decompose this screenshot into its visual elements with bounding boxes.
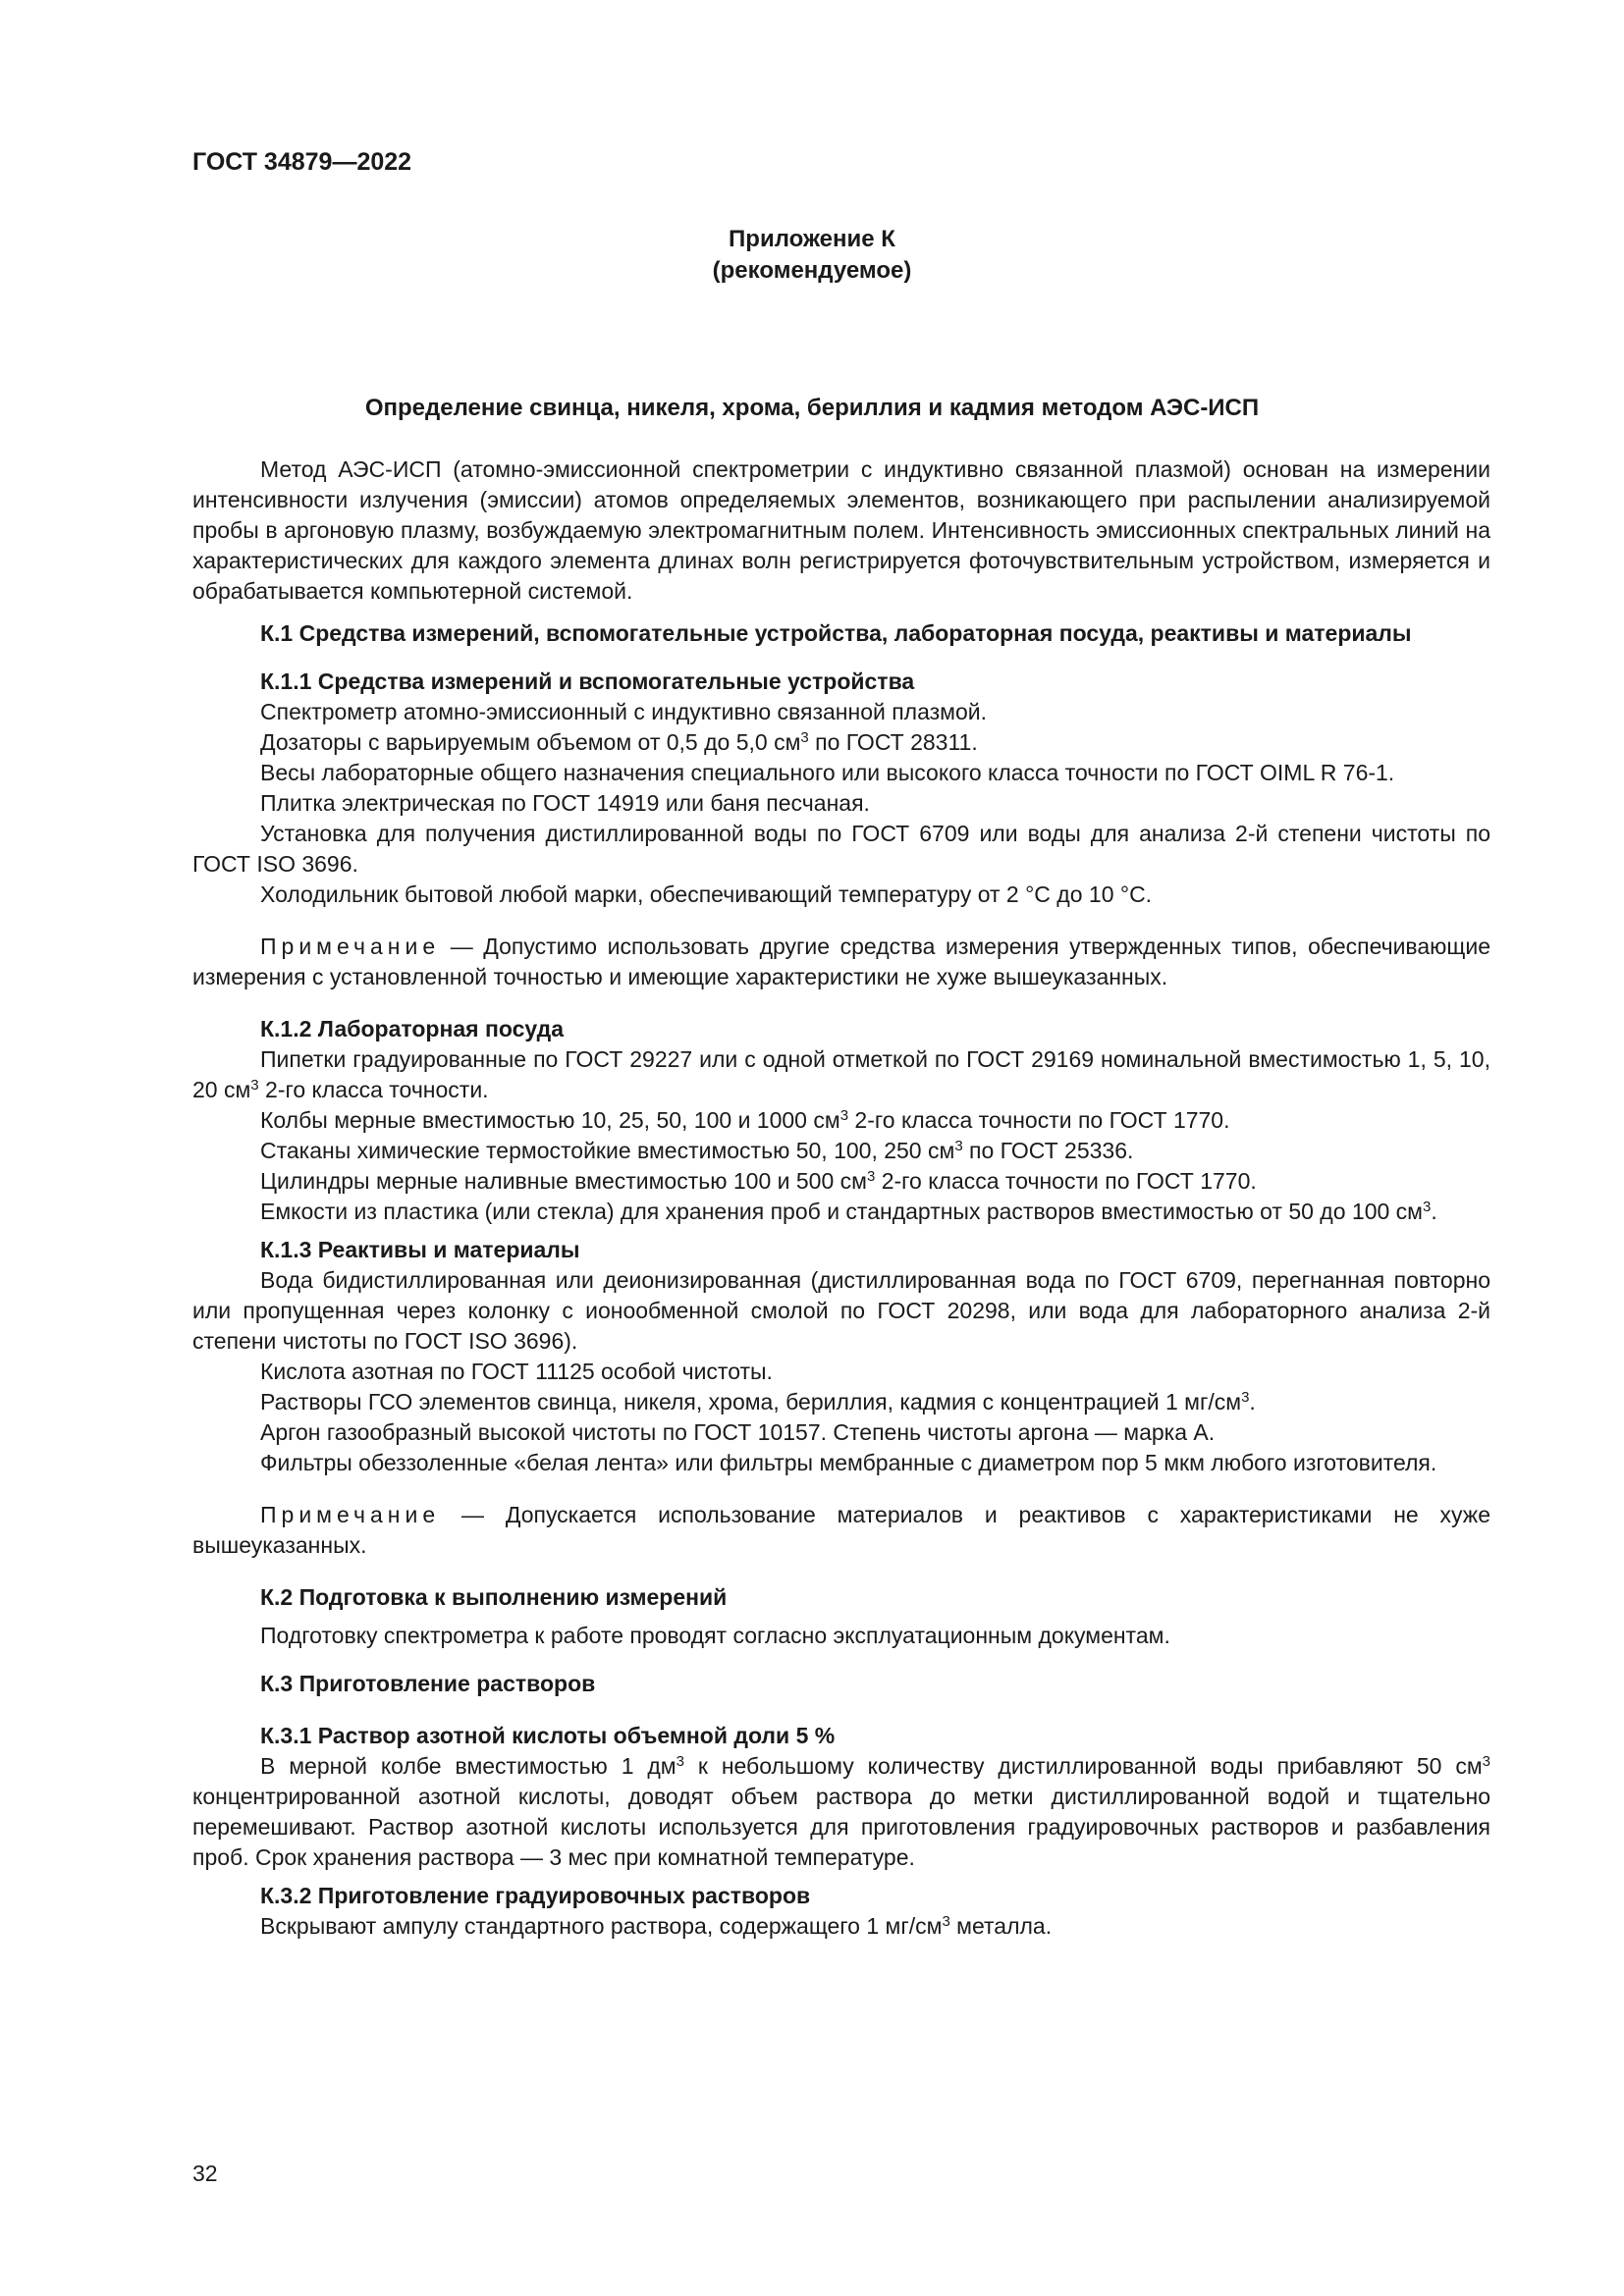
k13-item-filters: Фильтры обеззоленные «белая лента» или фильтры мембранные с диаметром пор 5 мкм любого изготовителя. [260, 1450, 1437, 1475]
section-k1-heading: К.1 Средства измерений, вспомогательные устройства, лабораторная посуда, реактивы и материалы [260, 620, 1412, 646]
appendix-title: Приложение К [729, 226, 895, 252]
k11-item-distiller: Установка для получения дистиллированной воды по ГОСТ 6709 или воды для анализа 2-й степени чистоты по ГОСТ ISO 3696. [192, 821, 1490, 877]
k13-note: Примечание — Допускается использование материалов и реактивов с характеристиками не хуже вышеуказанных. [192, 1502, 1490, 1558]
k11-item-refrigerator: Холодильник бытовой любой марки, обеспечивающий температуру от 2 °С до 10 °С. [260, 881, 1153, 907]
note-label: Примечание [260, 934, 441, 959]
k12-item-pipettes: Пипетки градуированные по ГОСТ 29227 или с одной отметкой по ГОСТ 29169 номинальной вместимостью 1, 5, 10, 20 $см^3$ 2-го класса точности. [192, 1046, 1490, 1102]
k13-item-water: Вода бидистиллированная или деионизированная (дистиллированная вода по ГОСТ 6709, перегнанная повторно или пропущенная через колонку с ионообменной смолой по ГОСТ 20298, или вода для лабораторного анализа 2-й степени чистоты по ГОСТ ISO 3696). [192, 1267, 1490, 1354]
section-k11-heading: К.1.1 Средства измерений и вспомогательные устройства [260, 668, 915, 694]
k31-text: В мерной колбе вместимостью 1 $дм^3$ к небольшому количеству дистиллированной воды прибавляют 50 $см^3$ концентрированной азотной кислоты, доводят объем раствора до метки дистиллированной водой и тщательно перемешивают. Раствор азотной кислоты используется для приготовления градуировочных растворов и разбавления проб. Срок хранения раствора — 3 мес при комнатной температуре. [192, 1753, 1490, 1870]
k11-note: Примечание — Допустимо использовать другие средства измерения утвержденных типов, обеспечивающие измерения с установленной точностью и имеющие характеристики не хуже вышеуказанных. [192, 934, 1490, 989]
appendix-status: (рекомендуемое) [712, 257, 912, 284]
page-number: 32 [192, 2161, 218, 2186]
k12-item-containers: Емкости из пластика (или стекла) для хранения проб и стандартных растворов вместимостью от 50 до 100 $см^3$. [260, 1199, 1437, 1224]
section-k2-heading: К.2 Подготовка к выполнению измерений [260, 1584, 728, 1610]
k11-item-dispensers: Дозаторы с варьируемым объемом от 0,5 до 5,0 $см^3$ по ГОСТ 28311. [260, 729, 978, 755]
k12-item-cylinders: Цилиндры мерные наливные вместимостью 100 и 500 $см^3$ 2-го класса точности по ГОСТ 1770. [260, 1168, 1257, 1194]
k2-text: Подготовку спектрометра к работе проводят согласно эксплуатационным документам. [260, 1623, 1170, 1648]
intro-paragraph: Метод АЭС-ИСП (атомно-эмиссионной спектрометрии с индуктивно связанной плазмой) основан на измерении интенсивности излучения (эмиссии) атомов определяемых элементов, возникающего при распылении анализируемой пробы в аргоновую плазму, возбуждаемую электромагнитным полем. Интенсивность эмиссионных спектральных линий на характеристических для каждого элемента длинах волн регистрируется фоточувствительным устройством, измеряется и обрабатывается компьютерной системой. [192, 456, 1490, 604]
document-body [192, 454, 1490, 1942]
section-k32-heading: К.3.2 Приготовление градуировочных растворов [260, 1883, 811, 1908]
k13-item-argon: Аргон газообразный высокой чистоты по ГОСТ 10157. Степень чистоты аргона — марка А. [260, 1419, 1216, 1445]
k11-item-hotplate: Плитка электрическая по ГОСТ 14919 или баня песчаная. [260, 790, 870, 816]
k12-item-flasks: Колбы мерные вместимостью 10, 25, 50, 100 и 1000 $см^3$ 2-го класса точности по ГОСТ 1770. [260, 1107, 1230, 1133]
section-k31-heading: К.3.1 Раствор азотной кислоты объемной доли 5 % [260, 1723, 836, 1748]
section-k13-heading: К.1.3 Реактивы и материалы [260, 1237, 580, 1262]
k12-item-beakers: Стаканы химические термостойкие вместимостью 50, 100, 250 $см^3$ по ГОСТ 25336. [260, 1138, 1134, 1163]
k13-item-nitric-acid: Кислота азотная по ГОСТ 11125 особой чистоты. [260, 1359, 773, 1384]
section-k3-heading: К.3 Приготовление растворов [260, 1671, 596, 1696]
k11-item-spectrometer: Спектрометр атомно-эмиссионный с индуктивно связанной плазмой. [260, 699, 988, 724]
note-label: Примечание [260, 1502, 441, 1527]
k11-item-scales: Весы лабораторные общего назначения специального или высокого класса точности по ГОСТ OIML R 76-1. [260, 760, 1395, 785]
k32-text: Вскрывают ампулу стандартного раствора, содержащего 1 $мг/см^3$ металла. [260, 1913, 1053, 1939]
document-title: Определение свинца, никеля, хрома, бериллия и кадмия методом АЭС-ИСП [364, 395, 1260, 421]
k13-item-gso-solutions: Растворы ГСО элементов свинца, никеля, хрома, бериллия, кадмия с концентрацией 1 $мг/см^3$. [260, 1389, 1256, 1415]
section-k12-heading: К.1.2 Лабораторная посуда [260, 1016, 564, 1041]
standard-code: ГОСТ 34879—2022 [192, 148, 412, 176]
